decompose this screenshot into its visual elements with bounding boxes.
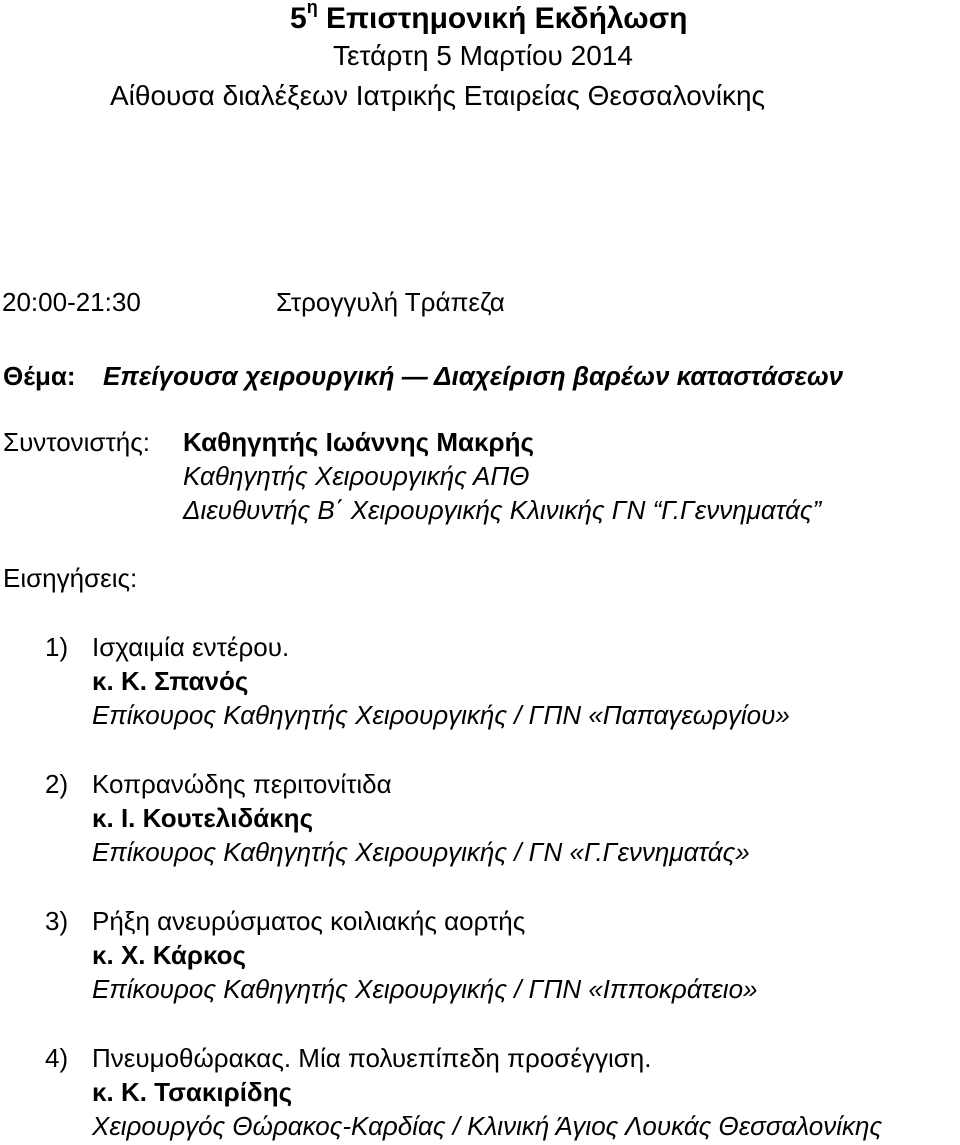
talk-affiliation: Επίκουρος Καθηγητής Χειρουργικής / ΓΝ «Γ.Γεννηματάς» (92, 837, 750, 867)
talk-number: 3) (45, 906, 69, 936)
talk-number: 1) (45, 632, 69, 662)
talk-speaker: κ. Χ. Κάρκος (92, 940, 247, 970)
talk-title: Πνευμοθώρακας. Μία πολυεπίπεδη προσέγγιση. (92, 1043, 652, 1073)
coordinator-label: Συντονιστής: (3, 427, 150, 457)
talk-number: 4) (45, 1043, 69, 1073)
topic-text: Επείγουσα χειρουργική — Διαχείριση βαρέων καταστάσεων (103, 361, 844, 391)
event-venue: Αίθουσα διαλέξεων Ιατρικής Εταιρείας Θεσσαλονίκης (110, 80, 766, 111)
session-type: Στρογγυλή Τράπεζα (276, 287, 505, 317)
talk-speaker: κ. Κ. Τσακιρίδης (92, 1077, 293, 1107)
event-date: Τετάρτη 5 Μαρτίου 2014 (333, 40, 633, 71)
talk-affiliation: Χειρουργός Θώρακος-Καρδίας / Κλινική Άγιος Λουκάς Θεσσαλονίκης (92, 1111, 883, 1141)
talk-affiliation: Επίκουρος Καθηγητής Χειρουργικής / ΓΠΝ «Παπαγεωργίου» (92, 700, 790, 730)
ordinal-suffix: η (306, 0, 318, 17)
coordinator-role-2: Διευθυντής Β΄ Χειρουργικής Κλινικής ΓΝ “Γ.Γεννηματάς” (183, 495, 822, 525)
topic-label: Θέμα: (3, 361, 76, 391)
coordinator-role-1: Καθηγητής Χειρουργικής ΑΠΘ (183, 461, 530, 491)
event-title: $5^\eta$ Επιστημονική Εκδήλωση (290, 1, 687, 36)
talk-number: 2) (45, 769, 69, 799)
talk-title: Ισχαιμία εντέρου. (92, 632, 290, 662)
session-time: 20:00-21:30 (2, 287, 141, 317)
talk-speaker: κ. Κ. Σπανός (92, 666, 249, 696)
talk-title: Κοπρανώδης περιτονίτιδα (92, 769, 392, 799)
talk-title: Ρήξη ανευρύσματος κοιλιακής αορτής (92, 906, 526, 936)
talk-speaker: κ. Ι. Κουτελιδάκης (92, 803, 314, 833)
talks-label: Εισηγήσεις: (3, 563, 138, 593)
coordinator-name: Καθηγητής Ιωάννης Μακρής (183, 427, 535, 457)
talk-affiliation: Επίκουρος Καθηγητής Χειρουργικής / ΓΠΝ «Ιπποκράτειο» (92, 974, 758, 1004)
